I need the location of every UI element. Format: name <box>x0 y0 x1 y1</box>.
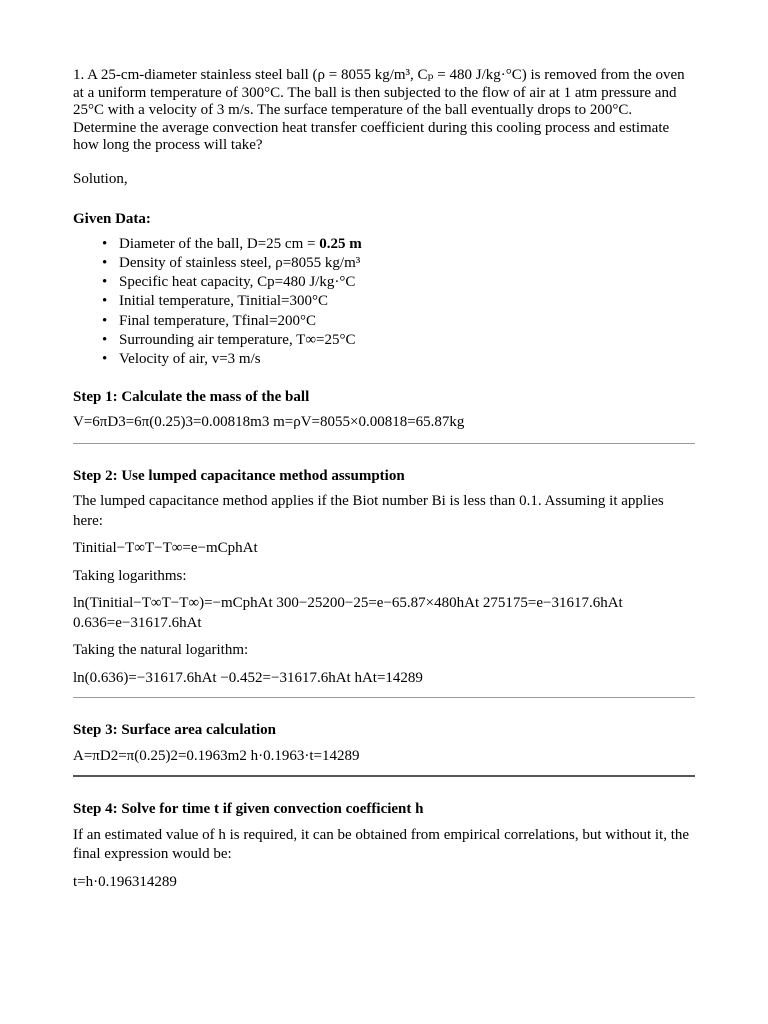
given-item-density: • Density of stainless steel, ρ=8055 kg/m³ <box>119 254 695 273</box>
given-data-list <box>73 235 695 370</box>
given-item-final-temperature: • Final temperature, Tfinal=200°C <box>119 312 695 331</box>
step1-heading: Step 1: Calculate the mass of the ball <box>73 388 310 405</box>
step4-heading: Step 4: Solve for time t if given convection coefficient h <box>73 801 424 818</box>
divider <box>73 443 695 444</box>
divider <box>73 775 695 777</box>
step3-heading: Step 3: Surface area calculation <box>73 722 277 739</box>
divider <box>73 697 695 698</box>
step1-equation: V=6πD3=6π(0.25)3=0.00818m3 m=ρV=8055×0.00818=65.87kg <box>73 414 465 431</box>
natural-logarithm-equation: ln(0.636)=−31617.6hAt −0.452=−31617.6hAt hAt=14289 <box>73 669 423 686</box>
final-expression: t=h·0.196314289 <box>73 873 177 890</box>
diameter-value: 0.25 m <box>319 235 362 252</box>
given-item-air-temperature: • Surrounding air temperature, T∞=25°C <box>119 331 695 350</box>
logarithm-equation: ln(Tinitial−T∞T−T∞)=−mCphAt 300−25200−25=e−65.87×480hAt 275175=e−31617.6hAt 0.636=e−31617.6hAt <box>73 595 623 631</box>
step2-paragraph: The lumped capacitance method applies if the Biot number Bi is less than 0.1. Assuming it applies here: <box>73 493 664 529</box>
given-item-diameter: • Diameter of the ball, D=25 cm = 0.25 m <box>119 235 695 254</box>
natural-logarithm-label: Taking the natural logarithm: <box>73 642 249 659</box>
step3-equation: A=πD2=π(0.25)2=0.1963m2 h·0.1963·t=14289 <box>73 747 360 764</box>
step2-equation: Tinitial−T∞T−T∞=e−mCphAt <box>73 540 258 557</box>
given-item-specific-heat: • Specific heat capacity, Cp=480 J/kg·°C <box>119 273 695 292</box>
step4-paragraph: If an estimated value of h is required, it can be obtained from empirical correlations, but without it, the final expression would be: <box>73 826 690 863</box>
taking-logarithms-label: Taking logarithms: <box>73 567 187 584</box>
solution-label: Solution, <box>73 170 128 187</box>
given-item-initial-temperature: • Initial temperature, Tinitial=300°C <box>119 292 695 311</box>
given-item-air-velocity: • Velocity of air, v=3 m/s <box>119 350 695 369</box>
given-data-heading: Given Data: <box>73 211 151 227</box>
problem-statement: 1. A 25-cm-diameter stainless steel ball (ρ = 8055 kg/m³, Cₚ = 480 J/kg·°C) is removed from the oven at a uniform temperature of 300°C. The ball is then subjected to the flow of air at 1 atm pressure and 25°C with a velocity of 3 m/s. The surface temperature of the ball eventually drops to 200°C. Determine the average convection heat transfer coefficient during this cooling process and estimate how long the process will take? <box>73 67 685 153</box>
step2-heading: Step 2: Use lumped capacitance method assumption <box>73 467 405 484</box>
